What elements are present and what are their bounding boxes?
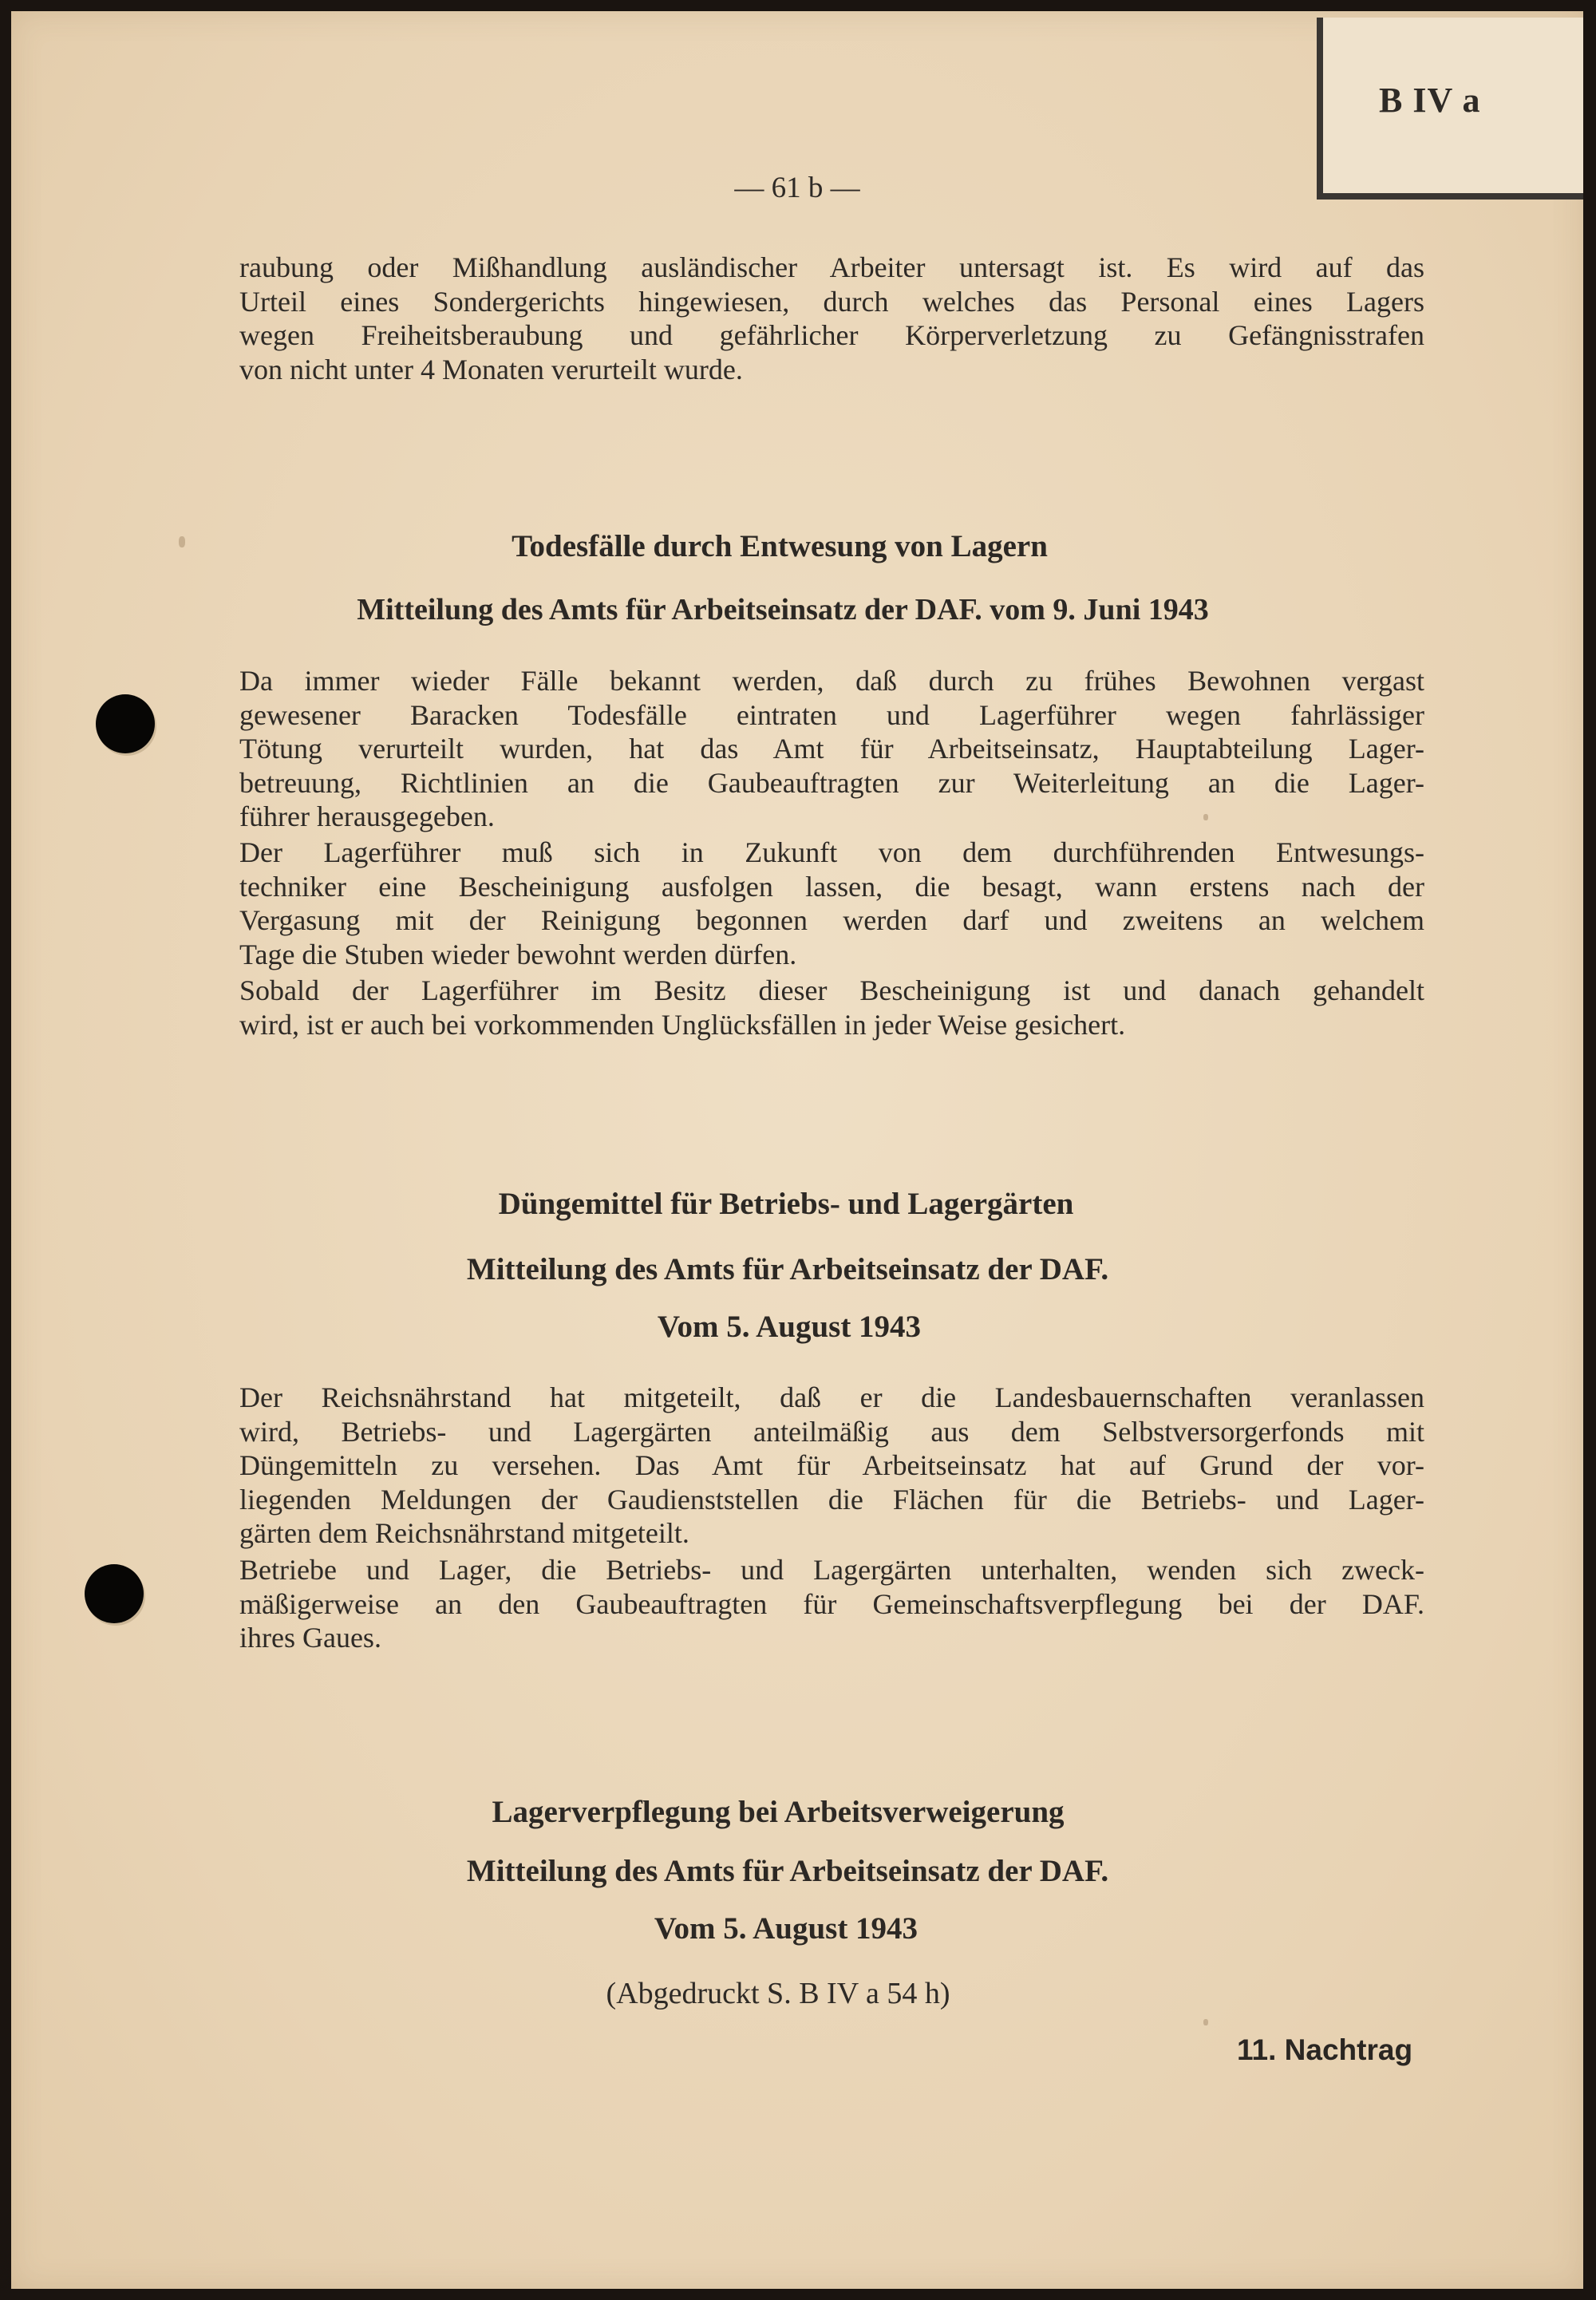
text-line: wird, Betriebs- und Lagergärten anteilmäßig aus dem Selbstversorgerfonds mit	[239, 1415, 1424, 1448]
section2-paragraph-2	[239, 1553, 1424, 1655]
text-line: Urteil eines Sondergerichts hingewiesen, durch welches das Personal eines Lagers	[239, 285, 1424, 318]
text-line: mäßigerweise an den Gaubeauftragten für Gemeinschaftsverpflegung bei der DAF.	[239, 1587, 1424, 1620]
text-line: ihres Gaues.	[239, 1622, 381, 1654]
punch-hole-lower	[85, 1564, 144, 1623]
paper-speck	[1203, 2019, 1208, 2025]
text-line: führer herausgegeben.	[239, 800, 495, 832]
text-line: gewesener Baracken Todesfälle eintraten und Lagerführer wegen fahrlässiger	[239, 698, 1424, 731]
text-line: Tage die Stuben wieder bewohnt werden dürfen.	[239, 938, 797, 970]
section3-note: (Abgedruckt S. B IV a 54 h)	[606, 1977, 950, 2010]
text-line: techniker eine Bescheinigung ausfolgen lassen, die besagt, wann erstens nach der	[239, 870, 1424, 903]
section1-title: Todesfälle durch Entwesung von Lagern	[512, 529, 1048, 563]
text-line: liegenden Meldungen der Gaudienststellen die Flächen für die Betriebs- und Lager-	[239, 1483, 1424, 1516]
text-line: raubung oder Mißhandlung ausländischer Arbeiter untersagt ist. Es wird auf das	[239, 251, 1424, 283]
text-line: Düngemitteln zu versehen. Das Amt für Arbeitseinsatz hat auf Grund der vor-	[239, 1449, 1424, 1481]
paper-speck	[179, 536, 185, 547]
text-line: gärten dem Reichsnährstand mitgeteilt.	[239, 1517, 689, 1549]
paper-speck	[1203, 814, 1208, 820]
text-line: Der Lagerführer muß sich in Zukunft von dem durchführenden Entwesungs-	[239, 836, 1424, 868]
page-number: — 61 b —	[734, 172, 860, 204]
text-line: Da immer wieder Fälle bekannt werden, daß durch zu frühes Bewohnen vergast	[239, 665, 1424, 697]
section1-subtitle: Mitteilung des Amts für Arbeitseinsatz der DAF. vom 9. Juni 1943	[357, 593, 1209, 626]
section1-paragraph-3	[239, 974, 1424, 1041]
section2-date: Vom 5. August 1943	[657, 1310, 922, 1344]
text-line: Tötung verurteilt wurden, hat das Amt für Arbeitseinsatz, Hauptabteilung Lager-	[239, 733, 1424, 765]
intro-paragraph	[239, 251, 1424, 386]
text-line: Der Reichsnährstand hat mitgeteilt, daß er die Landesbauernschaften veranlassen	[239, 1381, 1424, 1413]
section3-title: Lagerverpflegung bei Arbeitsverweigerung	[492, 1795, 1065, 1829]
section2-title: Düngemittel für Betriebs- und Lagergärten	[498, 1187, 1074, 1221]
text-line: Sobald der Lagerführer im Besitz dieser Bescheinigung ist und danach gehandelt	[239, 974, 1424, 1006]
section1-paragraph-1	[239, 664, 1424, 834]
section1-paragraph-2	[239, 836, 1424, 971]
text-line: Vergasung mit der Reinigung begonnen werden darf und zweitens an welchem	[239, 904, 1424, 936]
section2-paragraph-1	[239, 1381, 1424, 1551]
text-line: Betriebe und Lager, die Betriebs- und Lagergärten unterhalten, wenden sich zweck-	[239, 1554, 1424, 1586]
text-line: von nicht unter 4 Monaten verurteilt wurde.	[239, 353, 743, 385]
text-line: wird, ist er auch bei vorkommenden Unglücksfällen in jeder Weise gesichert.	[239, 1008, 1126, 1041]
section-tab-label: B IV a	[1379, 81, 1481, 120]
section2-subtitle: Mitteilung des Amts für Arbeitseinsatz der DAF.	[466, 1252, 1109, 1286]
text-line: wegen Freiheitsberaubung und gefährlicher Körperverletzung zu Gefängnisstrafen	[239, 319, 1424, 351]
document-page	[11, 11, 1583, 2289]
punch-hole-upper	[96, 694, 155, 753]
section3-date: Vom 5. August 1943	[654, 1911, 918, 1946]
supplement-label: 11. Nachtrag	[1237, 2033, 1413, 2066]
text-line: betreuung, Richtlinien an die Gaubeauftragten zur Weiterleitung an die Lager-	[239, 766, 1424, 799]
section3-subtitle: Mitteilung des Amts für Arbeitseinsatz der DAF.	[466, 1854, 1109, 1888]
